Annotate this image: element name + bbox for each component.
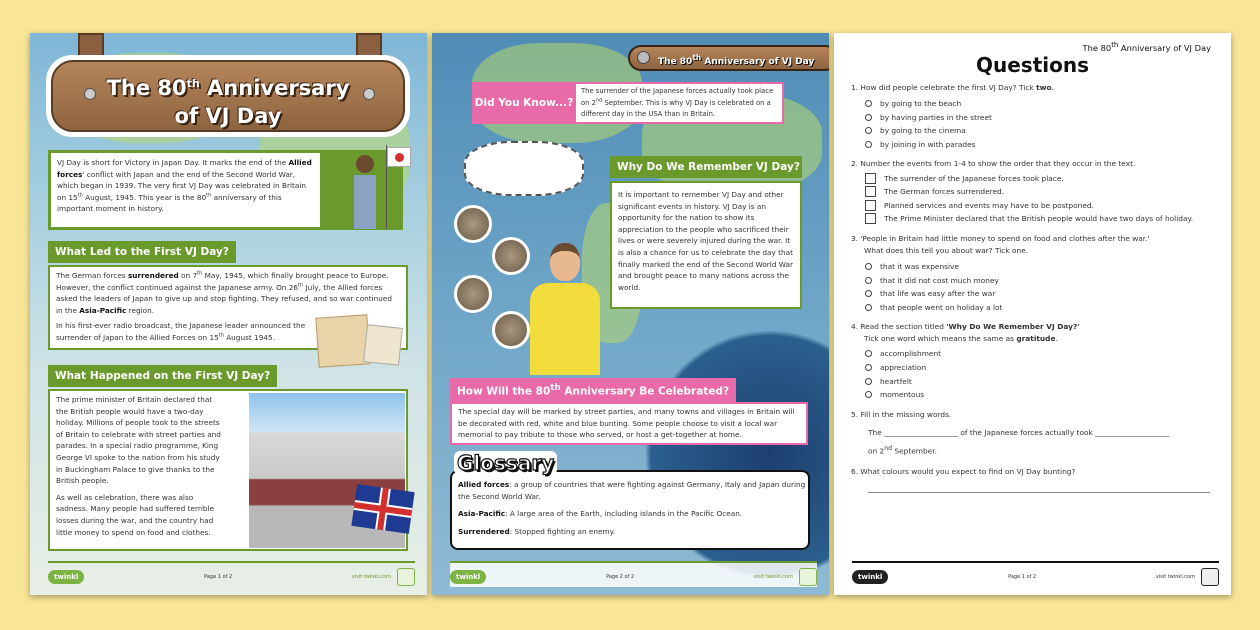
intro-text: VJ Day is short for Victory in Japan Day. It marks the end of the Allied forces' conflict with Japan and the end of the Second World War, which began in 1939. The very first VJ Day was celebrated in Britain on 15th August, 1945. This year is the 80th anniversary of this important moment in history.: [51, 153, 320, 227]
question-3-instruction: What does this tell you about war? Tick one.: [864, 245, 1029, 255]
header-banner: [628, 45, 829, 71]
page-title: Questions: [975, 53, 1089, 77]
option-label: accomplishment: [880, 349, 942, 359]
option-label: by having parties in the street: [880, 112, 992, 122]
answer-option[interactable]: [851, 171, 1221, 185]
superscript: th: [298, 282, 304, 289]
answer-option[interactable]: [851, 138, 1221, 152]
bold-term: gratitude: [1016, 334, 1056, 344]
superscript: th: [1111, 41, 1119, 49]
did-you-know-heading: Did You Know...?: [474, 97, 574, 109]
footer-url[interactable]: visit twinkl.com: [1155, 574, 1195, 580]
union-jack-flag-image: [351, 484, 414, 534]
newspaper-image: [363, 324, 403, 366]
answer-option[interactable]: [851, 361, 1221, 375]
radio-circle-icon[interactable]: [865, 290, 872, 297]
banner-text: The 80th Anniversary of VJ Day: [658, 53, 815, 67]
section-heading: Why Do We Remember VJ Day?: [610, 156, 802, 178]
screw-icon: [363, 88, 375, 100]
option-label: that people went on holiday a lot: [880, 302, 1003, 312]
twinkl-logo: twinkl: [48, 570, 84, 584]
title-text-b: Anniversary: [199, 76, 350, 100]
title-text: The 80: [106, 76, 187, 100]
glossary-title: Glossary: [454, 451, 557, 475]
did-you-know-text: The surrender of the Japanese forces actually took place on 2nd September. This is why VJ Day is celebrated on a different day in the USA than in Britain.: [576, 84, 782, 122]
option-label: heartfelt: [880, 376, 912, 386]
option-label: by going to the beach: [880, 99, 962, 109]
girl-with-flag-illustration: [346, 145, 406, 229]
answer-option[interactable]: [851, 273, 1221, 287]
answer-option[interactable]: [851, 124, 1221, 138]
answer-option[interactable]: [851, 347, 1221, 361]
page-number: Page 1 of 2: [1008, 574, 1037, 580]
superscript: th: [218, 332, 224, 339]
historic-photo-circle: [454, 275, 492, 313]
quality-badge-icon: [1201, 568, 1219, 586]
bold-term: Surrendered: [458, 526, 510, 536]
checkbox-icon[interactable]: [865, 186, 876, 197]
section-paragraph: In his first-ever radio broadcast, the Japanese leader announced the surrender of Japan to the Allied Forces on 15th August 1945.: [56, 321, 306, 342]
option-label: that it was expensive: [880, 262, 959, 272]
worksheet-header: The 80th Anniversary of VJ Day: [1082, 41, 1211, 53]
page-1: [30, 33, 427, 595]
checkbox-icon[interactable]: [865, 213, 876, 224]
question-1: 1. How did people celebrate the first VJ Day? Tick two.: [851, 83, 1054, 92]
historic-photo-circle: [492, 311, 530, 349]
superscript: th: [206, 192, 212, 199]
did-you-know-box: [472, 82, 784, 124]
page-number: Page 2 of 2: [606, 574, 635, 580]
answer-option[interactable]: [851, 374, 1221, 388]
superscript: th: [550, 383, 561, 393]
radio-circle-icon[interactable]: [865, 364, 872, 371]
quality-badge-icon: [397, 568, 415, 586]
question-4: 4. Read the section titled 'Why Do We Remember VJ Day?': [851, 322, 1080, 332]
question-4-instruction: Tick one word which means the same as gratitude.: [864, 334, 1058, 344]
fill-in-blank-line[interactable]: The ____________________ of the Japanese forces actually took ____________________: [868, 427, 1170, 437]
checkbox-icon[interactable]: [865, 200, 876, 211]
option-label: Planned services and events may have to be postponed.: [884, 200, 1094, 210]
option-label: by going to the cinema: [880, 126, 966, 136]
section-paragraph: The German forces surrendered on 7th May, 1945, which finally brought peace to Europe. However, the conflict continued against the Japanese army. On 26th July, the Allied forces asked the leaders of Japan to give up and stop fighting. They refused, and so war continued in the Asia-Pacific region.: [56, 270, 393, 315]
bold-term: surrendered: [127, 271, 179, 280]
bold-term: Allied forces: [57, 158, 312, 179]
option-label: appreciation: [880, 363, 927, 373]
superscript: nd: [884, 444, 893, 452]
option-label: that life was easy after the war: [880, 289, 996, 299]
twinkl-logo: twinkl: [852, 570, 888, 584]
section-heading: What Led to the First VJ Day?: [48, 241, 236, 263]
glossary-entry: Surrendered: Stopped fighting an enemy.: [458, 526, 616, 536]
radio-circle-icon[interactable]: [865, 277, 872, 284]
option-label: The surrender of the Japanese forces took place.: [884, 173, 1064, 183]
fill-in-blank-line-2: on 2nd September.: [868, 444, 937, 455]
answer-option[interactable]: [851, 388, 1221, 402]
title-sign: [46, 55, 410, 137]
page-number: Page 1 of 2: [204, 574, 233, 580]
radio-circle-icon[interactable]: [865, 304, 872, 311]
answer-option[interactable]: [851, 111, 1221, 125]
section-paragraph: As well as celebration, there was also sadness. Many people had suffered terrible losses during the war, and the country had little money to spend on food and clothes.: [56, 492, 215, 537]
footer-url[interactable]: visit twinkl.com: [753, 574, 793, 580]
answer-option[interactable]: [851, 301, 1221, 315]
radio-circle-icon[interactable]: [865, 263, 872, 270]
checkbox-icon[interactable]: [865, 173, 876, 184]
answer-option[interactable]: [851, 199, 1221, 213]
section-heading: What Happened on the First VJ Day?: [48, 365, 277, 387]
question-3: 3. 'People in Britain had little money to spend on food and clothes after the war.': [851, 233, 1150, 243]
answer-option[interactable]: [851, 260, 1221, 274]
bold-term: Asia-Pacific: [458, 509, 506, 519]
twinkl-logo: twinkl: [450, 570, 486, 584]
bold-term: 'Why Do We Remember VJ Day?': [946, 322, 1080, 332]
question-5: 5. Fill in the missing words.: [851, 409, 952, 419]
option-label: The Prime Minister declared that the British people would have two days of holiday.: [884, 214, 1194, 224]
page-2: [432, 33, 829, 595]
radio-circle-icon[interactable]: [865, 378, 872, 385]
superscript: nd: [595, 97, 603, 104]
radio-circle-icon[interactable]: [865, 141, 872, 148]
historic-photo-circle: [492, 237, 530, 275]
answer-line[interactable]: [868, 492, 1210, 493]
questions-list: [851, 83, 1221, 493]
footer-url[interactable]: visit twinkl.com: [351, 574, 391, 580]
radio-circle-icon[interactable]: [865, 391, 872, 398]
answer-option[interactable]: [851, 287, 1221, 301]
radio-circle-icon[interactable]: [865, 350, 872, 357]
bold-term: Asia-Pacific: [79, 305, 127, 315]
why-remember-text: It is important to remember VJ Day and other significant events in history. VJ Day is an opportunity for the nation to show its appreciation to the people who sacrificed their lives or were severely injured during the war. It is also a chance for us to celebrate the day that finally marked the end of the Second World War and brought peace to many nations across the world.: [610, 181, 802, 309]
thought-bubble-war-images: [464, 141, 584, 196]
radio-circle-icon[interactable]: [865, 100, 872, 107]
title-sup: th: [186, 77, 200, 90]
glossary-entry: Allied forces: a group of countries that were fighting against Germany, Italy and Japan during the Second World War.: [458, 480, 806, 501]
superscript: th: [197, 270, 203, 277]
glossary-entry: Asia-Pacific: A large area of the Earth, including islands in the Pacific Ocean.: [458, 509, 743, 519]
question-2: 2. Number the events from 1-4 to show the order that they occur in the text.: [851, 159, 1136, 169]
no-entry-icon: [637, 51, 650, 64]
answer-option[interactable]: [851, 97, 1221, 111]
radio-circle-icon[interactable]: [865, 127, 872, 134]
title-line-2: of VJ Day: [174, 104, 282, 128]
option-label: that it did not cost much money: [880, 275, 999, 285]
section-heading: How Will the 80th Anniversary Be Celebrated?: [450, 378, 736, 403]
boy-illustration: [530, 243, 600, 375]
question-6: 6. What colours would you expect to find on VJ Day bunting?: [851, 466, 1076, 476]
bold-term: Allied forces: [458, 480, 510, 489]
answer-option[interactable]: [851, 185, 1221, 199]
option-label: by joining in with parades: [880, 140, 976, 150]
historic-photo-circle: [454, 205, 492, 243]
bold-term: two: [1036, 83, 1052, 92]
option-label: The German forces surrendered.: [884, 187, 1005, 197]
answer-option[interactable]: [851, 212, 1221, 226]
screw-icon: [84, 88, 96, 100]
celebration-text: The special day will be marked by street parties, and many towns and villages in Britain will be decorated with red, white and blue bunting. Some people choose to visit a local war memorial to pay tribute to those who served, or host a get-together at home.: [450, 402, 808, 445]
superscript: th: [77, 192, 83, 199]
page-3-questions: [834, 33, 1231, 595]
quality-badge-icon: [799, 568, 817, 586]
section-paragraph: The prime minister of Britain declared that the British people would have a two-day holiday. Millions of people took to the streets of Britain to celebrate with street parties and parades. In a special radio programme, King George VI spoke to the nation from his study in Buckingham Palace to give thanks to the British people.: [56, 395, 221, 486]
superscript: th: [692, 53, 702, 62]
option-label: momentous: [880, 390, 925, 400]
glossary-list: [458, 479, 808, 537]
radio-circle-icon[interactable]: [865, 114, 872, 121]
